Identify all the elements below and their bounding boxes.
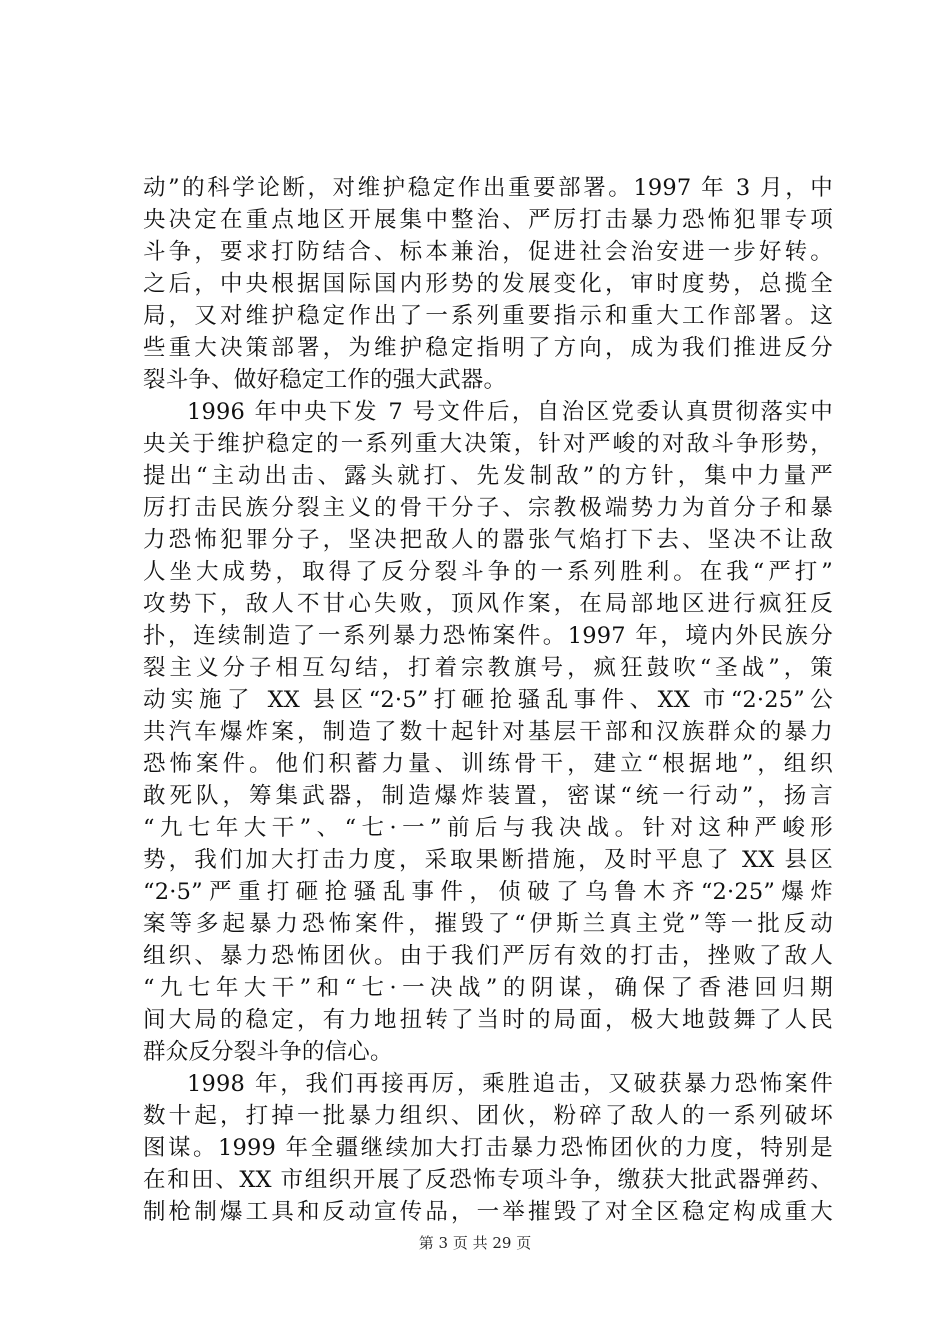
page-footer: 第 3 页 共 29 页 <box>418 1234 532 1252</box>
text-line: 动”的科学论断，对维护稳定作出重要部署。1997 年 3 月，中 <box>143 175 833 201</box>
paragraph <box>143 396 833 1068</box>
text-line: 动实施了 XX 县区“2·5”打砸抢骚乱事件、XX 市“2·25”公 <box>143 687 833 713</box>
text-line: 攻势下，敌人不甘心失败，顶风作案，在局部地区进行疯狂反 <box>143 591 833 617</box>
text-line: 人坐大成势，取得了反分裂斗争的一系列胜利。在我“严打” <box>143 559 833 585</box>
text-line: 央决定在重点地区开展集中整治、严厉打击暴力恐怖犯罪专项 <box>143 207 833 233</box>
text-line: 制枪制爆工具和反动宣传品，一举摧毁了对全区稳定构成重大 <box>143 1199 833 1225</box>
text-line: 些重大决策部署，为维护稳定指明了方向，成为我们推进反分 <box>143 335 833 361</box>
text-line: 裂斗争、做好稳定工作的强大武器。 <box>143 367 507 393</box>
document-body <box>143 172 833 1228</box>
text-line: 在和田、XX 市组织开展了反恐怖专项斗争，缴获大批武器弹药、 <box>143 1167 833 1193</box>
text-line: 1998 年，我们再接再厉，乘胜追击，又破获暴力恐怖案件 <box>187 1071 833 1097</box>
text-line: 1996 年中央下发 7 号文件后，自治区党委认真贯彻落实中 <box>187 399 833 425</box>
text-line: 群众反分裂斗争的信心。 <box>143 1039 393 1065</box>
text-line: 厉打击民族分裂主义的骨干分子、宗教极端势力为首分子和暴 <box>143 495 833 521</box>
text-line: 组织、暴力恐怖团伙。由于我们严厉有效的打击，挫败了敌人 <box>143 943 833 969</box>
text-line: 斗争，要求打防结合、标本兼治，促进社会治安进一步好转。 <box>143 239 833 265</box>
text-line: 之后，中央根据国际国内形势的发展变化，审时度势，总揽全 <box>143 271 833 297</box>
text-line: 共汽车爆炸案，制造了数十起针对基层干部和汉族群众的暴力 <box>143 719 833 745</box>
text-line: 裂主义分子相互勾结，打着宗教旗号，疯狂鼓吹“圣战”，策 <box>143 655 833 681</box>
text-line: 间大局的稳定，有力地扭转了当时的局面，极大地鼓舞了人民 <box>143 1007 833 1033</box>
text-line: 势，我们加大打击力度，采取果断措施，及时平息了 XX 县区 <box>143 847 833 873</box>
text-line: 恐怖案件。他们积蓄力量、训练骨干，建立“根据地”，组织 <box>143 751 833 777</box>
text-line: 图谋。1999 年全疆继续加大打击暴力恐怖团伙的力度，特别是 <box>143 1135 833 1161</box>
text-line: 数十起，打掉一批暴力组织、团伙，粉碎了敌人的一系列破坏 <box>143 1103 833 1129</box>
text-line: “2·5”严重打砸抢骚乱事件，侦破了乌鲁木齐“2·25”爆炸 <box>143 879 833 905</box>
text-line: 力恐怖犯罪分子，坚决把敌人的嚣张气焰打下去、坚决不让敌 <box>143 527 833 553</box>
text-line: 央关于维护稳定的一系列重大决策，针对严峻的对敌斗争形势， <box>143 431 833 457</box>
text-line: “九七年大干”、“七·一”前后与我决战。针对这种严峻形 <box>143 815 833 841</box>
text-line: 局，又对维护稳定作出了一系列重要指示和重大工作部署。这 <box>143 303 833 329</box>
paragraph <box>143 1068 833 1228</box>
text-line: 敢死队，筹集武器，制造爆炸装置，密谋“统一行动”，扬言 <box>143 783 833 809</box>
text-line: 扑，连续制造了一系列暴力恐怖案件。1997 年，境内外民族分 <box>143 623 833 649</box>
text-line: “九七年大干”和“七·一决战”的阴谋，确保了香港回归期 <box>143 975 833 1001</box>
text-line: 案等多起暴力恐怖案件，摧毁了“伊斯兰真主党”等一批反动 <box>143 911 833 937</box>
paragraph <box>143 172 833 396</box>
text-line: 提出“主动出击、露头就打、先发制敌”的方针，集中力量严 <box>143 463 833 489</box>
